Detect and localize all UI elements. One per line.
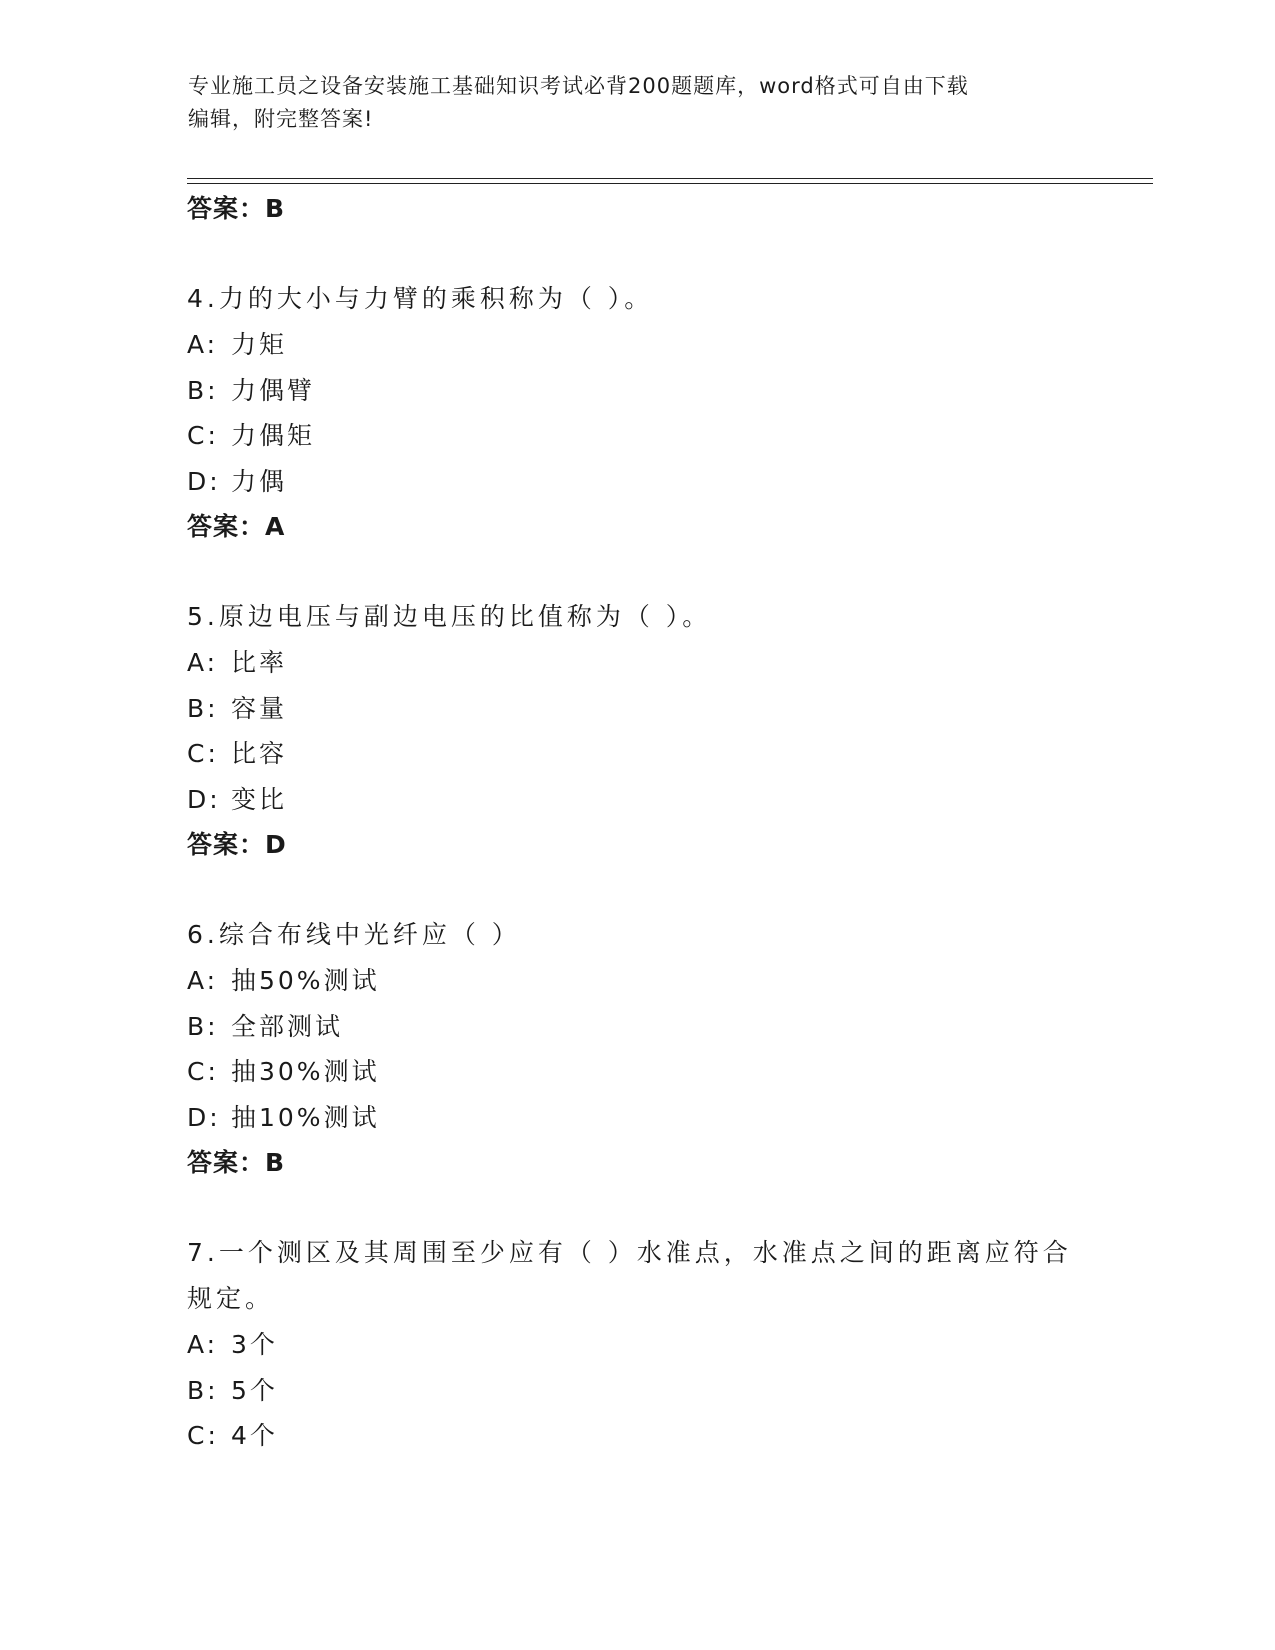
question-block [187, 912, 1087, 1186]
option-text: 比容 [231, 739, 288, 768]
option-key: C: [187, 1421, 219, 1450]
option-key: D: [187, 784, 221, 814]
option-b [187, 1368, 1087, 1414]
option-key: C: [187, 739, 219, 768]
option-key: C: [187, 1057, 219, 1086]
option-b [187, 368, 1087, 414]
option-key: D: [187, 1102, 221, 1132]
question-text: 4.力的大小与力臂的乘积称为（ ）。 [187, 284, 654, 313]
question-text: 6.综合布线中光纤应（ ） [187, 920, 521, 949]
option-d [187, 459, 1087, 505]
header-title-line-2: 编辑，附完整答案! [188, 107, 374, 131]
option-key: A: [187, 330, 219, 359]
option-b [187, 1004, 1087, 1050]
option-text: 变比 [231, 784, 288, 814]
option-text: 3个 [231, 1330, 278, 1359]
option-d [187, 1095, 1087, 1141]
option-key: B: [187, 1011, 219, 1041]
question-block [187, 594, 1087, 868]
option-text: 比率 [231, 648, 288, 677]
option-a [187, 958, 1087, 1004]
option-text: 全部测试 [231, 1011, 344, 1041]
option-c [187, 1049, 1087, 1095]
header-divider-top [187, 178, 1153, 179]
option-key: B: [187, 693, 219, 723]
option-c [187, 731, 1087, 777]
answer-line: 答案：D [187, 830, 287, 859]
option-key: B: [187, 1375, 219, 1405]
option-text: 抽30%测试 [231, 1057, 380, 1086]
header-divider-bottom [187, 183, 1153, 184]
option-text: 5个 [231, 1375, 278, 1405]
option-text: 抽50%测试 [231, 966, 380, 995]
option-a [187, 640, 1087, 686]
option-text: 力矩 [231, 330, 288, 359]
option-text: 力偶臂 [231, 375, 316, 405]
option-key: B: [187, 375, 219, 405]
answer-line: 答案：A [187, 512, 286, 541]
option-text: 抽10%测试 [231, 1102, 380, 1132]
option-a [187, 1322, 1087, 1368]
answer-line: 答案：B [187, 194, 286, 223]
option-b [187, 686, 1087, 732]
question-text-line-2: 规定。 [187, 1284, 275, 1313]
option-key: D: [187, 466, 221, 496]
option-text: 容量 [231, 693, 288, 723]
option-d [187, 777, 1087, 823]
option-text: 力偶 [231, 466, 288, 496]
header-title-line-1: 专业施工员之设备安装施工基础知识考试必背200题题库，word格式可自由下载 [188, 74, 969, 98]
option-key: C: [187, 421, 219, 450]
option-text: 4个 [231, 1421, 278, 1450]
option-text: 力偶矩 [231, 421, 316, 450]
question-block [187, 1230, 1087, 1459]
option-key: A: [187, 966, 219, 995]
option-key: A: [187, 648, 219, 677]
answer-line: 答案：B [187, 1148, 286, 1177]
option-c [187, 1413, 1087, 1459]
question-text-line-1: 7.一个测区及其周围至少应有（ ）水准点，水准点之间的距离应符合 [187, 1238, 1072, 1267]
option-c [187, 413, 1087, 459]
question-text: 5.原边电压与副边电压的比值称为（ ）。 [187, 602, 712, 631]
option-key: A: [187, 1330, 219, 1359]
question-block [187, 276, 1087, 550]
document-header [188, 70, 1088, 136]
question-list [187, 186, 1087, 1459]
option-a [187, 322, 1087, 368]
